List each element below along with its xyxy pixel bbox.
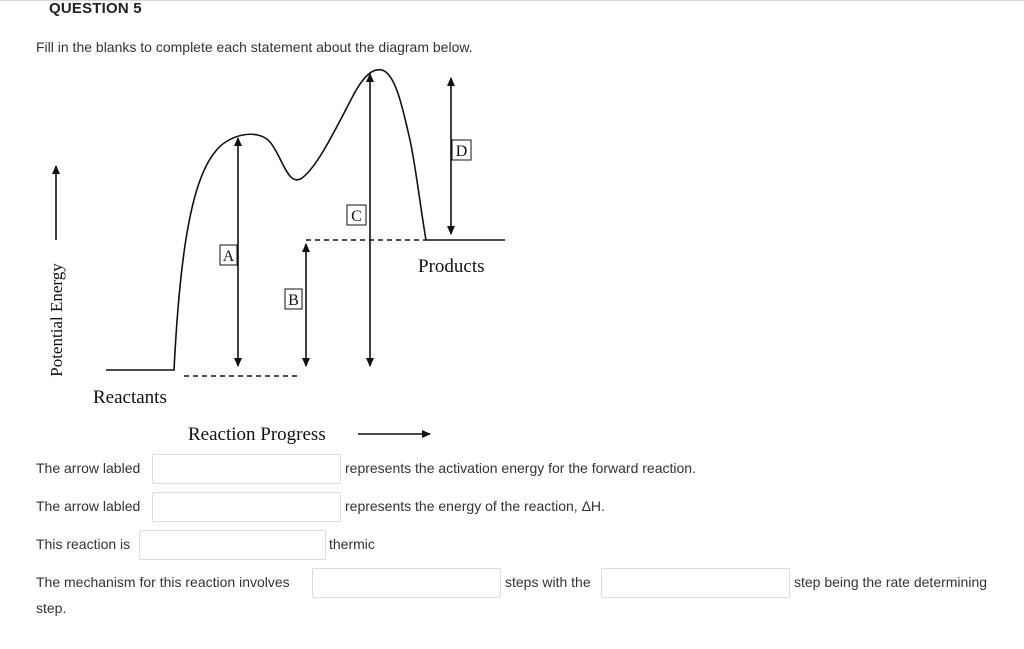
question-title: QUESTION 5 — [49, 0, 142, 17]
y-axis-label: Potential Energy — [47, 263, 66, 377]
statement-3-before: This reaction is — [36, 536, 131, 552]
statement-2-blank[interactable] — [152, 492, 341, 522]
statement-3-blank[interactable] — [139, 530, 326, 560]
question-instruction: Fill in the blanks to complete each statement about the diagram below. — [36, 39, 473, 55]
arrow-a-label: A — [222, 248, 235, 265]
statement-4-after: step being the rate determining — [794, 574, 988, 590]
products-label: Products — [418, 256, 485, 277]
statement-1-before: The arrow labled — [36, 460, 141, 476]
statement-3-after: thermic — [329, 536, 375, 552]
statement-4-before: The mechanism for this reaction involves — [36, 574, 290, 590]
statement-4-middle: steps with the — [505, 574, 591, 590]
statement-1-blank[interactable] — [152, 454, 341, 484]
arrow-c-label: C — [351, 208, 362, 225]
statement-4-after-wrap: step. — [36, 600, 67, 616]
statement-4-blank-steps[interactable] — [312, 568, 501, 598]
x-axis-label: Reaction Progress — [188, 424, 326, 445]
arrow-b-label: B — [288, 292, 299, 309]
reactants-label: Reactants — [93, 387, 167, 408]
statement-4-blank-step[interactable] — [601, 568, 790, 598]
arrow-d-label: D — [455, 143, 468, 160]
statement-2-after: represents the energy of the reaction, ΔH. — [345, 498, 605, 514]
statement-2-before: The arrow labled — [36, 498, 141, 514]
statement-1-after: represents the activation energy for the forward reaction. — [345, 460, 696, 476]
